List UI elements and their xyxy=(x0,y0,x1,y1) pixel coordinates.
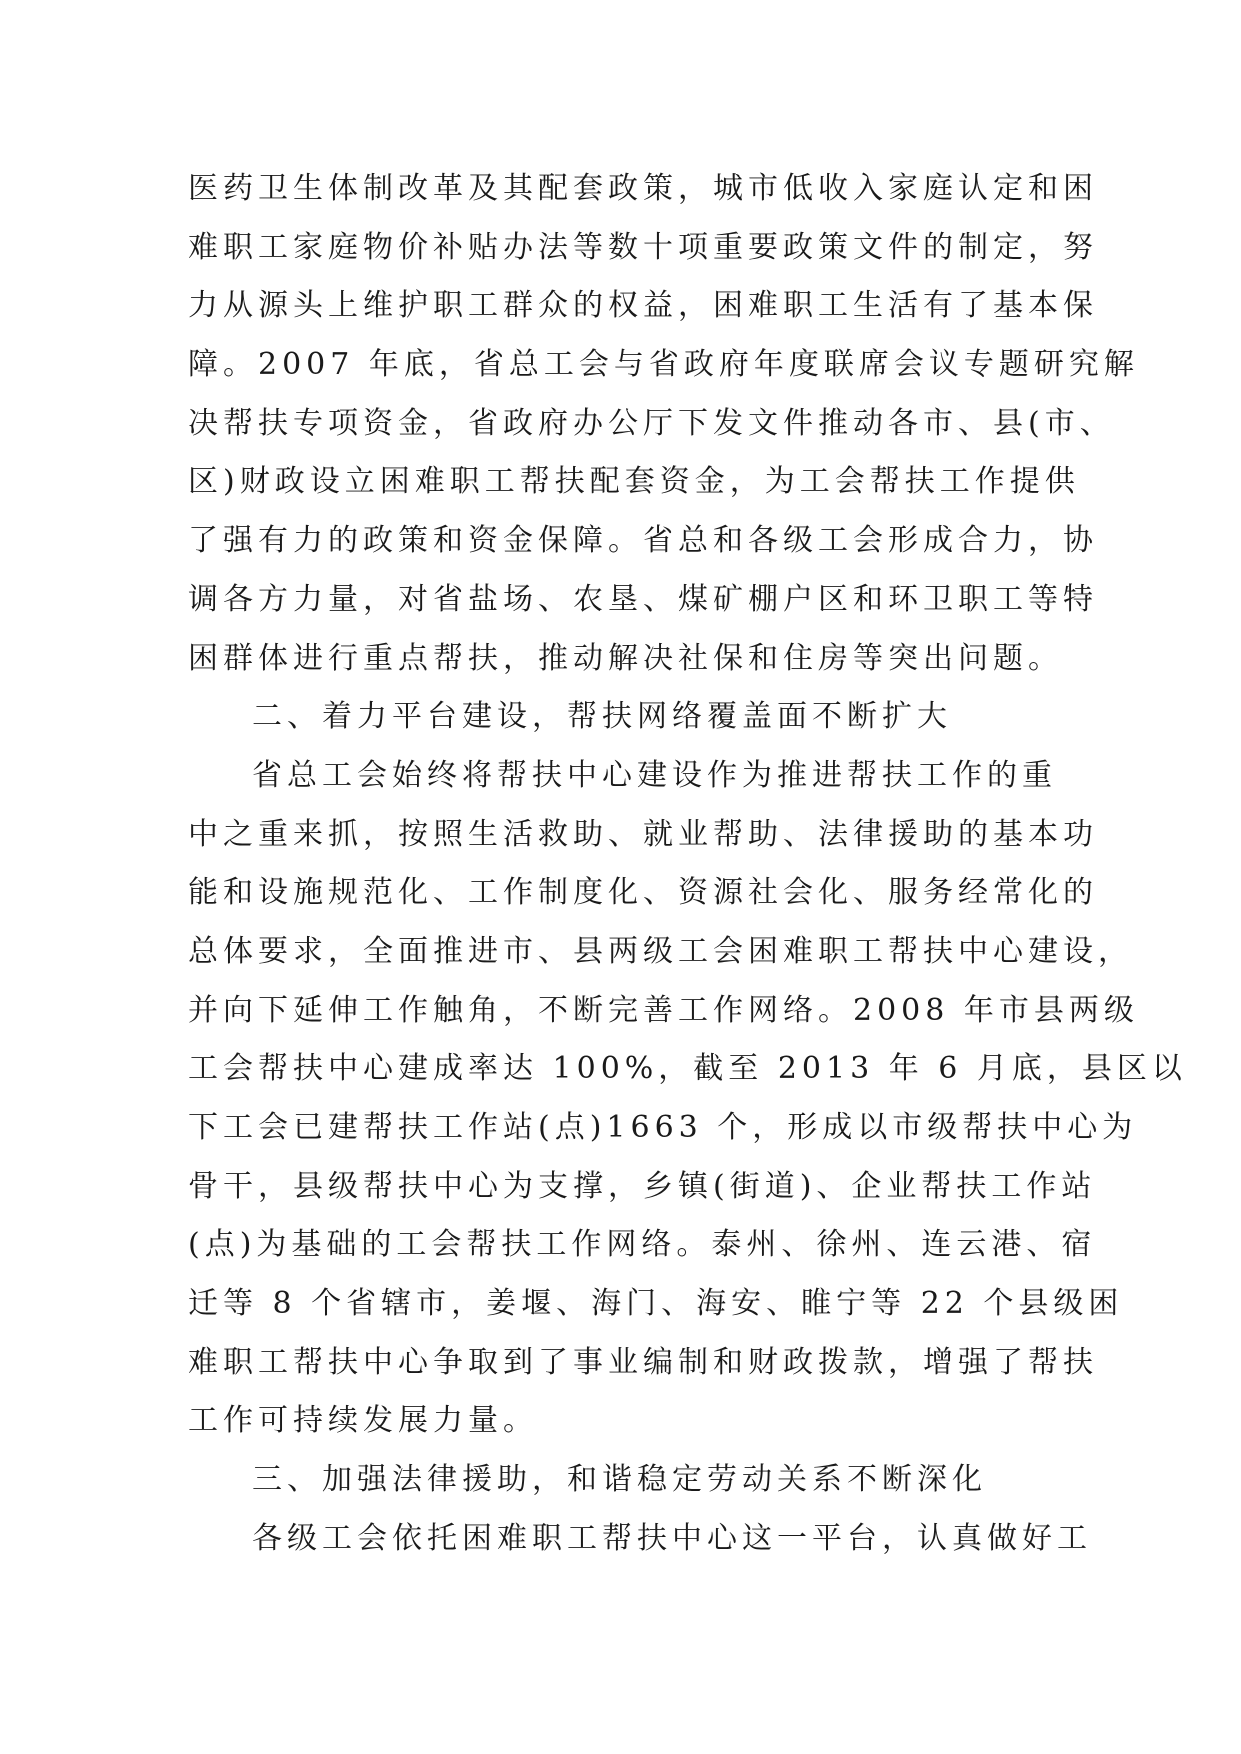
paragraph-platform-construction xyxy=(188,747,1187,1451)
text-line: 迁等 8 个省辖市，姜堰、海门、海安、睢宁等 22 个县级困 xyxy=(188,1286,1124,1322)
text-line: 医药卫生体制改革及其配套政策，城市低收入家庭认定和困 xyxy=(188,171,1098,206)
text-line: 能和设施规范化、工作制度化、资源社会化、服务经常化的 xyxy=(188,875,1098,911)
text-line: 工作可持续发展力量。 xyxy=(188,1403,538,1439)
text-line: 难职工帮扶中心争取到了事业编制和财政拨款，增强了帮扶 xyxy=(188,1344,1098,1380)
text-line: 调各方力量，对省盐场、农垦、煤矿棚户区和环卫职工等特 xyxy=(188,581,1098,617)
text-line: 困群体进行重点帮扶，推动解决社保和住房等突出问题。 xyxy=(188,640,1063,676)
text-line: 省总工会始终将帮扶中心建设作为推进帮扶工作的重 xyxy=(252,757,1057,793)
text-line: 并向下延伸工作触角，不断完善工作网络。2008 年市县两级 xyxy=(188,992,1139,1028)
text-line: 中之重来抓，按照生活救助、就业帮助、法律援助的基本功 xyxy=(188,816,1098,852)
text-line: 骨干，县级帮扶中心为支撑，乡镇(街道)、企业帮扶工作站 xyxy=(188,1168,1097,1204)
paragraph-legal-aid xyxy=(188,1510,1092,1569)
text-line: 各级工会依托困难职工帮扶中心这一平台，认真做好工 xyxy=(252,1520,1092,1556)
text-line: 力从源头上维护职工群众的权益，困难职工生活有了基本保 xyxy=(188,288,1098,324)
text-line: 工会帮扶中心建成率达 100%，截至 2013 年 6 月底，县区以 xyxy=(188,1051,1187,1087)
document-body xyxy=(188,160,1187,1569)
section-heading-3 xyxy=(188,1451,1048,1510)
text-line: 障。2007 年底，省总工会与省政府年度联席会议专题研究解 xyxy=(188,347,1139,383)
text-line: 了强有力的政策和资金保障。省总和各级工会形成合力，协 xyxy=(188,523,1098,559)
text-line: (点)为基础的工会帮扶工作网络。泰州、徐州、连云港、宿 xyxy=(188,1227,1097,1263)
text-line: 决帮扶专项资金，省政府办公厅下发文件推动各市、县(市、 xyxy=(188,405,1115,441)
text-line: 总体要求，全面推进市、县两级工会困难职工帮扶中心建设， xyxy=(188,933,1133,969)
text-line: 区)财政设立困难职工帮扶配套资金，为工会帮扶工作提供 xyxy=(188,464,1080,500)
heading-text: 三、加强法律援助，和谐稳定劳动关系不断深化 xyxy=(252,1462,987,1498)
heading-text: 二、着力平台建设，帮扶网络覆盖面不断扩大 xyxy=(252,699,952,735)
section-heading-2 xyxy=(188,688,1048,747)
text-line: 下工会已建帮扶工作站(点)1663 个，形成以市级帮扶中心为 xyxy=(188,1110,1138,1145)
paragraph-policy-support xyxy=(188,160,1139,688)
text-line: 难职工家庭物价补贴办法等数十项重要政策文件的制定，努 xyxy=(188,229,1098,265)
